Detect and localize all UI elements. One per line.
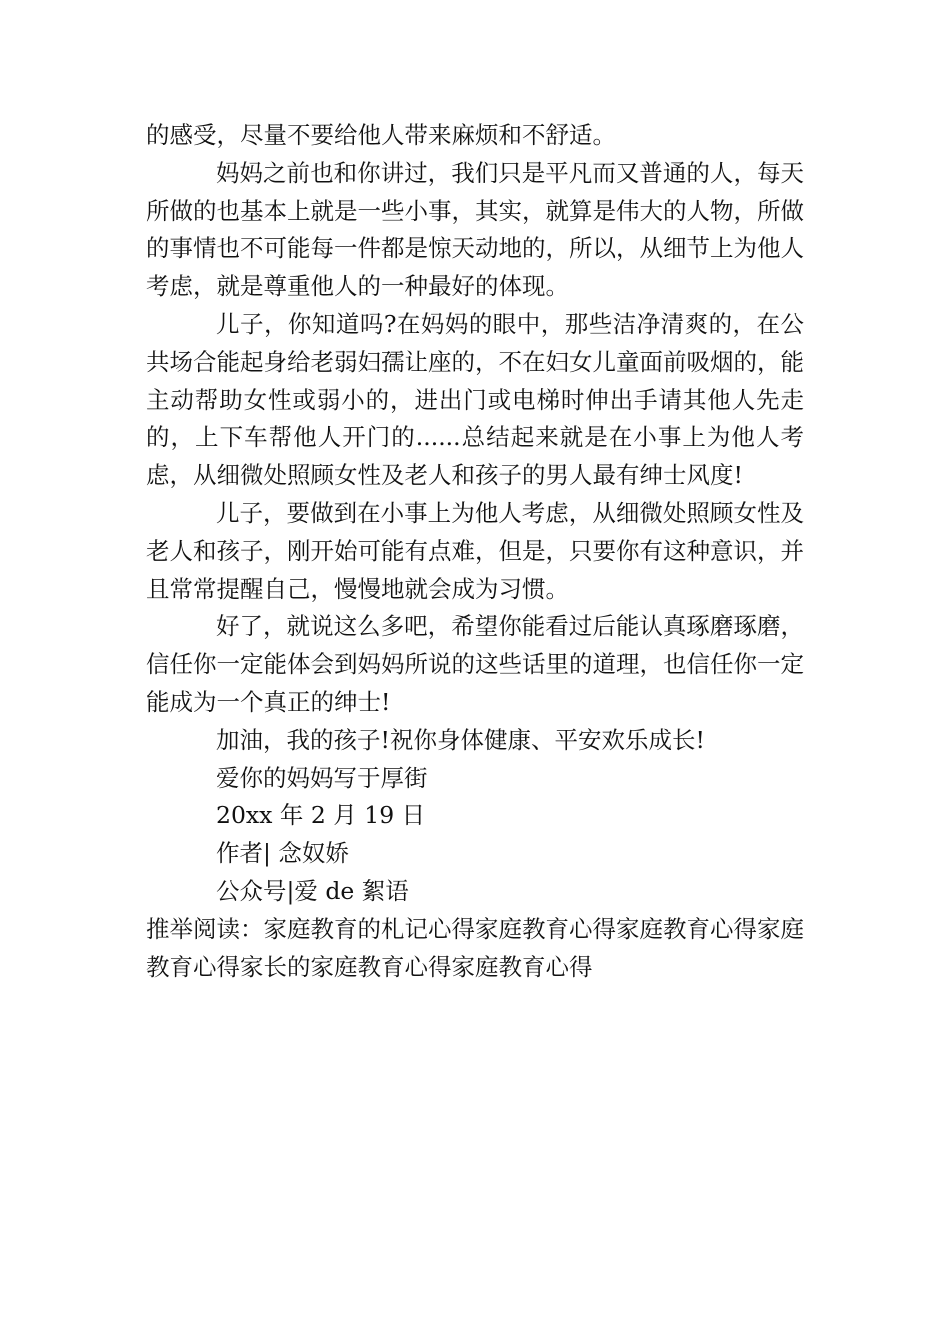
paragraph-gentleman-qualities: 儿子，你知道吗?在妈妈的眼中，那些洁净清爽的，在公共场合能起身给老弱妇孺让座的，不在妇女儿童面前吸烟的，能主动帮助女性或弱小的，进出门或电梯时伸出手请其他人先走的，上下车帮他人开门的......总结起来就是在小事上为他人考虑，从细微处照顾女性及老人和孩子的男人最有绅士风度! (146, 309, 804, 490)
paragraph-small-things: 妈妈之前也和你讲过，我们只是平凡而又普通的人，每天所做的也基本上就是一些小事，其实，就算是伟大的人物，所做的事情也不可能每一件都是惊天动地的，所以，从细节上为他人考虑，就是尊重他人的一种最好的体现。 (146, 158, 804, 301)
paragraph-conclusion: 好了，就说这么多吧，希望你能看过后能认真琢磨琢磨，信任你一定能体会到妈妈所说的这些话里的道理，也信任你一定能成为一个真正的绅士! (146, 612, 804, 716)
paragraph-habit: 儿子，要做到在小事上为他人考虑，从细微处照顾女性及老人和孩子，刚开始可能有点难，但是，只要你有这种意识，并且常常提醒自己，慢慢地就会成为习惯。 (146, 498, 804, 603)
closing-account: 公众号|爱 de 絮语 (216, 876, 409, 905)
document-page (146, 117, 804, 986)
closing-encouragement: 加油，我的孩子!祝你身体健康、平安欢乐成长! (216, 725, 705, 754)
closing-author: 作者| 念奴娇 (216, 839, 349, 868)
paragraph-continuation: 的感受，尽量不要给他人带来麻烦和不舒适。 (146, 121, 616, 149)
closing-signature: 爱你的妈妈写于厚街 (216, 763, 428, 792)
recommended-reading: 推举阅读：家庭教育的札记心得家庭教育心得家庭教育心得家庭教育心得家长的家庭教育心得家庭教育心得 (146, 914, 804, 981)
closing-date: 20xx 年 2 月 19 日 (216, 801, 426, 830)
